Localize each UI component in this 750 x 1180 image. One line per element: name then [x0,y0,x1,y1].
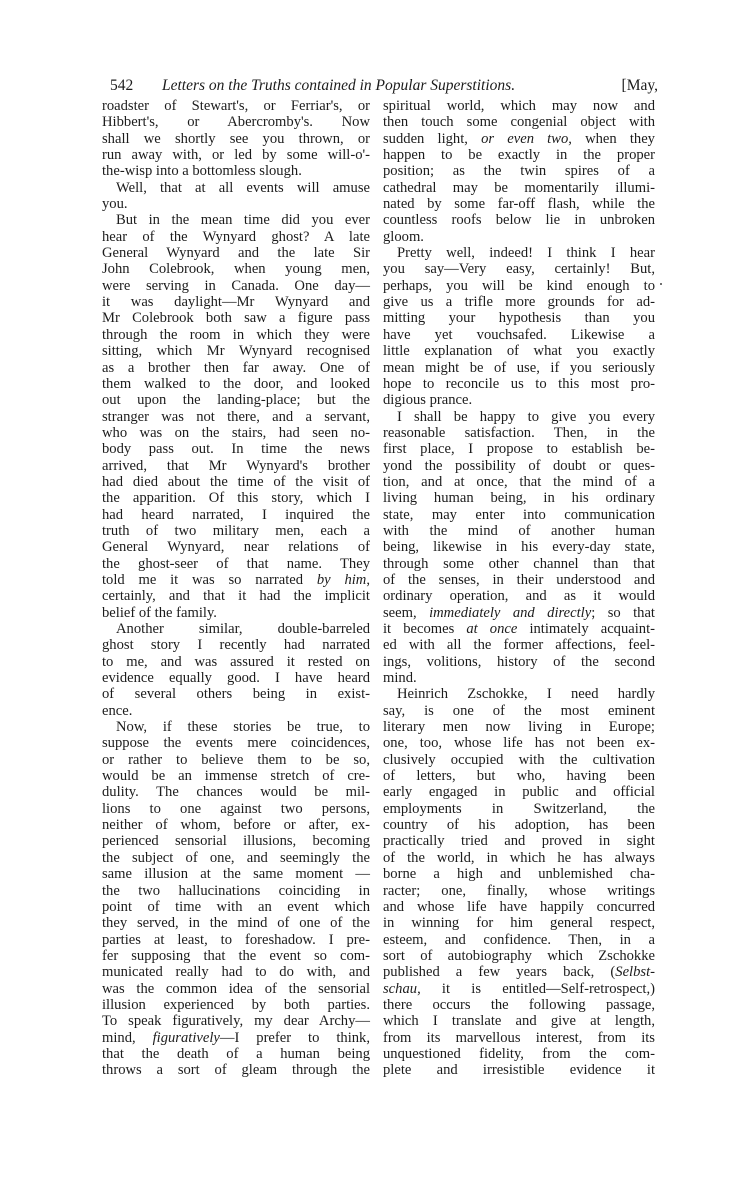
text-line: shall we shortly see you thrown, or [102,130,370,147]
text-line: sitting, which Mr Wynyard recognised [102,343,370,360]
text-line: suppose the events mere coincidences, [102,735,370,752]
text-line: unquestioned fidelity, from the com- [383,1045,655,1062]
text-line: in winning for him general respect, [383,915,655,932]
text-line: out upon the landing-place; but the [102,392,370,409]
text-line [383,621,655,637]
text-span: ; so that [591,604,655,621]
text-line: through the room in which they were [102,326,370,343]
text-line: But in the mean time did you ever [116,212,370,229]
text-line: General Wynyard and the late Sir [102,245,370,262]
text-line: they served, in the mind of one of the [102,915,370,932]
text-line: literary men now living in Europe; [383,719,655,736]
text-line: yond the possibility of doubt or ques- [383,457,655,474]
text-span: , [366,571,370,588]
text-line: perienced sensorial illusions, becoming [102,833,370,850]
text-line [383,131,655,147]
text-span: mind, [102,1029,153,1046]
text-line: borne a high and unblemished cha- [383,866,655,883]
text-line: countless roofs below lie in unbroken [383,212,655,229]
text-line: cathedral may be momentarily illumi- [383,179,655,196]
text-line [383,981,655,997]
text-line: racter; one, finally, whose writings [383,882,655,899]
text-line: Now, if these stories be true, to [116,719,370,736]
text-line: first place, I propose to establish be- [383,441,655,458]
text-line: which I translate and give at length, [383,1013,655,1030]
text-line: reasonable satisfaction. Then, in the [383,424,655,441]
italic-span: immediately and directly [429,604,592,621]
text-line: Well, that at all events will amuse [116,179,370,196]
text-span: it becomes [383,621,467,637]
text-line: you. [102,196,128,213]
text-span: told me it was so narrated [102,571,317,588]
text-line: fer supposing that the event so com- [102,947,370,964]
italic-span: or even two [481,130,569,147]
text-line: say, is one of the most eminent [383,702,655,719]
text-line: ings, volitions, history of the second [383,653,655,670]
text-line: country of his adoption, has been [383,817,655,834]
italic-span: schau [383,980,418,997]
text-line: belief of the family. [102,604,217,621]
text-line: gloom. [383,228,424,245]
text-line: lions to one against two persons, [102,800,370,817]
text-line: there occurs the following passage, [383,996,655,1013]
left-column [102,98,370,1079]
text-line: illusion experienced by both parties. [102,996,370,1013]
text-line: municated really had to do with, and [102,964,370,981]
text-line: early engaged in public and official [383,784,655,801]
text-span: published a few years back, ( [383,964,616,981]
text-line: sort of autobiography which Zschokke [383,947,655,964]
text-line: being, likewise in his every-day state, [383,539,655,556]
text-line: who was on the stairs, had seen no- [102,424,370,441]
text-line: hope to reconcile us to this most pro- [383,375,655,392]
text-span: , it is entitled—Self-retrospect,) [417,980,655,997]
text-line: state, may enter into communication [383,506,655,523]
text-line: ordinary operation, and as it would [383,588,655,605]
text-line: had heard narrated, I inquired the [102,506,370,523]
text-line: happen to be exactly in the proper [383,147,655,164]
text-line: practically tried and proved in sight [383,833,655,850]
text-line [102,572,370,588]
text-line: stranger was not there, and a servant, [102,408,370,425]
text-line: perhaps, you will be kind enough to [383,277,655,294]
italic-span: figuratively [152,1029,220,1046]
text-line: give us a trifle more grounds for ad- [383,294,655,311]
text-line: from its marvellous interest, from its [383,1029,655,1046]
text-line: hear of the Wynyard ghost? A late [102,228,370,245]
text-line: body pass out. In time the news [102,441,370,458]
text-line: truth of two military men, each a [102,522,370,539]
italic-span: Selbst- [615,964,655,981]
text-line: point of time with an event which [102,898,370,915]
text-line: of the world, in which he has always [383,849,655,866]
text-line: I shall be happy to give you every [397,408,655,425]
text-span: intimately acquaint- [517,621,656,637]
text-line: mitting your hypothesis than you [383,310,655,327]
text-line: evidence equally good. I have heard [102,670,370,687]
text-line: General Wynyard, near relations of [102,539,370,556]
text-line: the subject of one, and seemingly the [102,849,370,866]
text-line: had died about the time of the visit of [102,473,370,490]
text-span: sudden light, [383,130,482,147]
text-line: To speak figuratively, my dear Archy— [102,1013,370,1030]
text-line: was the common idea of the sensorial [102,980,370,997]
text-line: the apparition. Of this story, which I [102,490,370,507]
text-line: it was daylight—Mr Wynyard and [102,294,370,311]
text-line: the two hallucinations coinciding in [102,882,370,899]
text-line [383,605,655,621]
text-line [102,1030,370,1046]
text-line: of letters, but who, having been [383,768,655,785]
text-line: Pretty well, indeed! I think I hear [397,245,655,262]
text-line: John Colebrook, when young men, [102,261,370,278]
text-line: Mr Colebrook both saw a figure pass [102,310,370,327]
text-line: Heinrich Zschokke, I need hardly [397,686,655,703]
print-speck [660,283,662,285]
text-line: as a brother then far away. One of [102,359,370,376]
text-line: ence. [102,702,133,719]
text-line: esteem, and confidence. Then, in a [383,931,655,948]
text-line: then touch some congenial object with [383,114,655,131]
text-line: that the death of a human being [102,1045,370,1062]
text-line: parties at least, to foreshadow. I pre- [102,931,370,948]
text-line: mean might be of use, if you seriously [383,359,655,376]
page-number: 542 [110,77,134,94]
text-line: of several others being in exist- [102,686,370,703]
text-line: throws a sort of gleam through the [102,1062,370,1079]
text-line: through some other channel than that [383,555,655,572]
italic-span: by him [316,571,367,588]
text-line: and whose life have happily concurred [383,898,655,915]
text-line: the-wisp into a bottomless slough. [102,163,302,180]
text-line: living human being, in his ordinary [383,490,655,507]
text-line: same illusion at the same moment — [102,866,370,883]
text-line: plete and irresistible evidence it [383,1062,655,1079]
text-span: —I prefer to think, [219,1029,370,1046]
text-line: roadster of Stewart's, or Ferriar's, or [102,98,370,114]
right-column [383,98,655,1079]
text-line: mind. [383,670,417,687]
text-line: were serving in Canada. One day— [102,277,370,294]
page-header [110,74,658,98]
running-title: Letters on the Truths contained in Popular Superstitions. [162,77,516,94]
text-line: them walked to the door, and looked [102,375,370,392]
text-line: the ghost-seer of that name. They [102,555,370,572]
text-line: ghost story I recently had narrated [102,637,370,654]
text-line: arrived, that Mr Wynyard's brother [102,457,370,474]
text-line: Hibbert's, or Abercromby's. Now [102,114,370,131]
text-line: little explanation of what you exactly [383,343,655,360]
text-line: would be an immense stretch of cre- [102,768,370,785]
running-month: [May, [621,77,658,94]
text-line: with the mind of another human [383,522,655,539]
text-line: employments in Switzerland, the [383,800,655,817]
text-line: ed with all the former affections, feel- [383,637,655,654]
text-line: spiritual world, which may now and [383,98,655,114]
text-line: one, too, whose life has not been ex- [383,735,655,752]
text-line: to me, and was assured it rested on [102,653,370,670]
text-span: , when they [568,130,655,147]
text-line: tion, and at once, that the mind of a [383,473,655,490]
text-line: clusively occupied with the cultivation [383,751,655,768]
text-span: seem, [383,604,430,621]
text-line: you say—Very easy, certainly! But, [383,261,655,278]
italic-span: at once [466,621,518,637]
text-line: or rather to believe them to be so, [102,751,370,768]
text-line: Another similar, double-barreled [116,621,370,637]
text-line: neither of whom, before or after, ex- [102,817,370,834]
text-line [383,964,655,980]
text-line: dulity. The chances would be mil- [102,784,370,801]
text-line: nated by some far-off flash, while the [383,196,655,213]
text-line: of the senses, in their understood and [383,571,655,588]
text-line: digious prance. [383,392,473,409]
text-line: have yet vouchsafed. Likewise a [383,326,655,343]
text-line: position; as the twin spires of a [383,163,655,180]
text-line: run away with, or led by some will-o'- [102,147,370,164]
text-line: certainly, and that it had the implicit [102,588,370,605]
